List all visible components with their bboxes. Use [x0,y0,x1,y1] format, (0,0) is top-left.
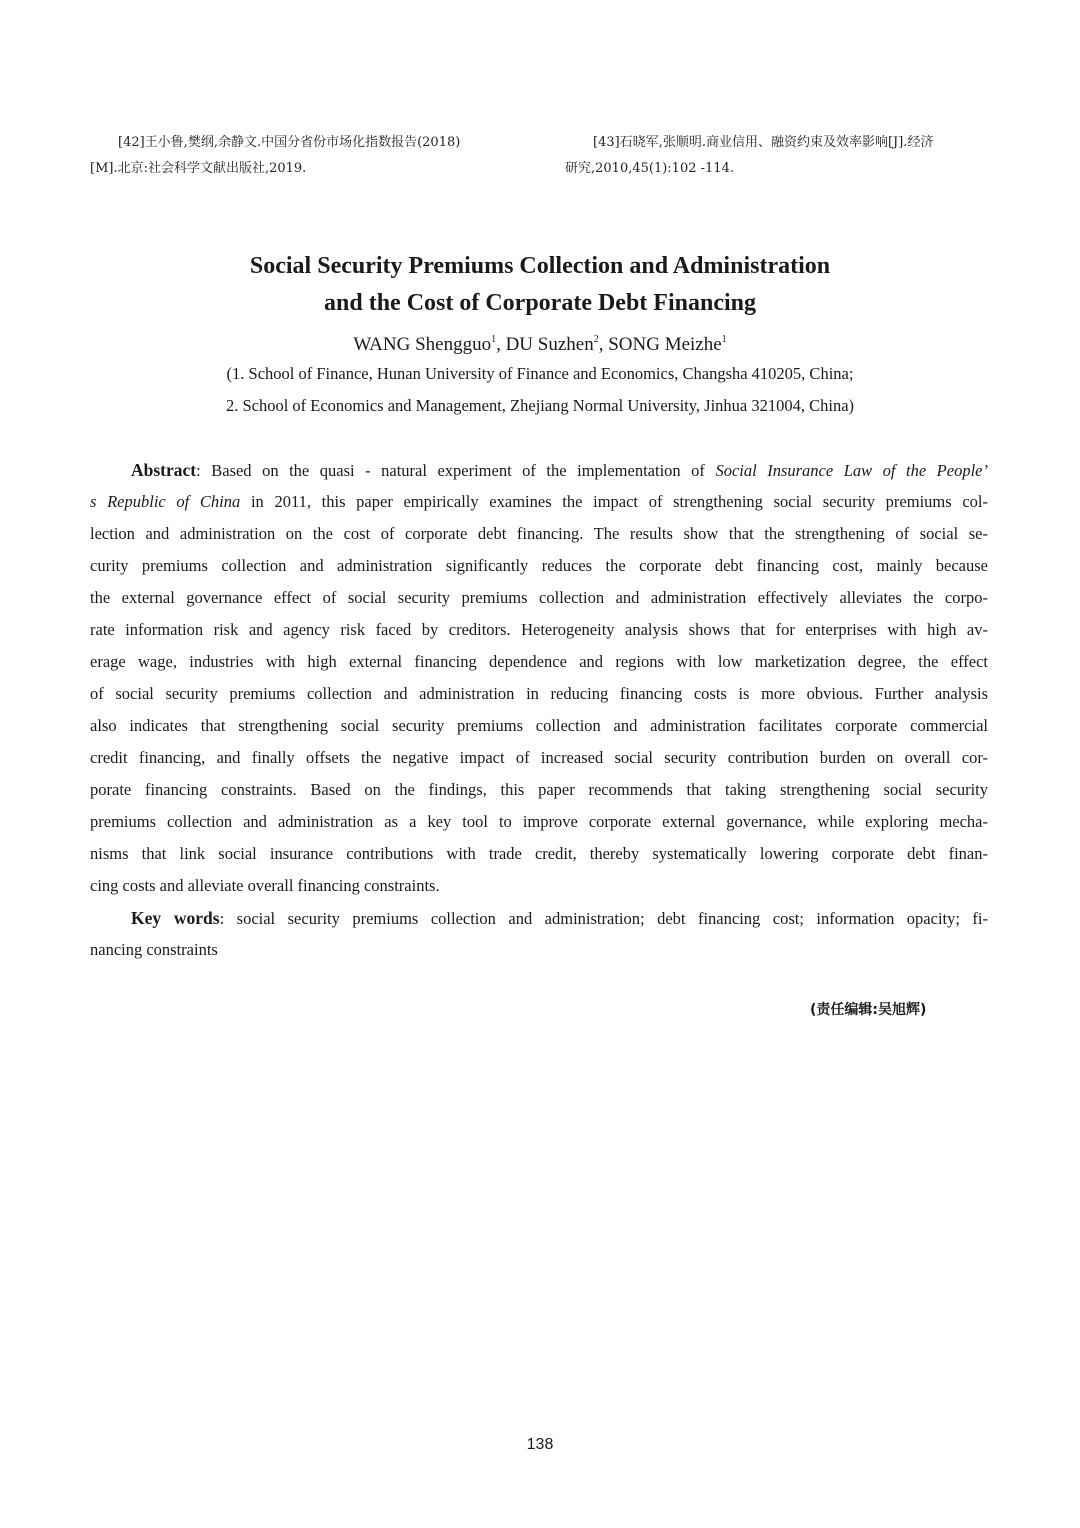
author-list [0,324,1080,361]
keywords-text: social security premiums collection and administration; debt financing cost; information opacity; fi- [224,909,989,928]
paper-title-line-1: Social Security Premiums Collection and Administration [249,253,831,279]
keywords-line: nancing constraints [90,940,218,959]
abstract-text: Based on the quasi - natural experiment of the implementation of [200,461,716,480]
abstract-line: of social security premiums collection and administration in reducing financing costs is more obvious. Further analysis [90,684,988,703]
author-1: WANG Shengguo [353,334,492,355]
abstract-line: erage wage, industries with high external financing dependence and regions with low marketization degree, the effect [90,652,988,671]
abstract-line [90,486,988,518]
paper-title [0,248,1080,322]
abstract-label-colon: : [196,461,201,480]
abstract-line: lection and administration on the cost of corporate debt financing. The results show that the strengthening of social se- [90,524,988,543]
reference-43-line-2: 研究,2010,45(1):102 -114. [565,161,734,176]
author-1-affiliation-mark: 1 [491,334,497,345]
responsible-editor: (责任编辑:吴旭辉) [810,1002,927,1018]
author-2-affiliation-mark: 2 [593,334,599,345]
page-number: 138 [526,1436,554,1453]
abstract-line [90,454,988,486]
keywords-line [90,902,988,934]
author-separator: , [598,334,609,355]
law-title-italic: s Republic of China [90,492,241,511]
author-3-affiliation-mark: 1 [721,334,727,345]
abstract-line: rate information risk and agency risk faced by creditors. Heterogeneity analysis shows that for enterprises with high av- [90,620,988,639]
abstract-label: Abstract [131,460,197,480]
reference-42-line-1: [42]王小鲁,樊纲,余静文.中国分省份市场化指数报告(2018) [118,135,461,150]
abstract-line: premiums collection and administration as a key tool to improve corporate external governance, while exploring mecha- [90,812,988,831]
reference-43-line-1: [43]石晓军,张顺明.商业信用、融资约束及效率影响[J].经济 [593,135,934,150]
abstract-line: the external governance effect of social security premiums collection and administration effectively alleviates the corpo- [90,588,988,607]
affiliation-1: (1. School of Finance, Hunan University of Finance and Economics, Changsha 410205, China; [226,364,854,383]
reference-42-line-2: [M].北京:社会科学文献出版社,2019. [90,161,307,176]
author-3: SONG Meizhe [608,334,722,355]
abstract-text: in 2011, this paper empirically examines the impact of strengthening social security premiums col- [240,492,988,511]
keywords-label: Key words [131,908,220,928]
reference-43 [565,130,990,182]
affiliation-2: 2. School of Economics and Management, Zhejiang Normal University, Jinhua 321004, China) [225,396,855,415]
law-title-italic: Social Insurance Law of the People’ [715,461,988,480]
abstract-line: nisms that link social insurance contributions with trade credit, thereby systematically lowering corporate debt finan- [90,844,988,863]
references-block [90,130,990,182]
abstract-line: curity premiums collection and administration significantly reduces the corporate debt financing cost, mainly because [90,556,988,575]
paper-title-line-2: and the Cost of Corporate Debt Financing [324,290,756,316]
reference-42 [90,130,530,182]
author-separator: , [496,334,506,355]
abstract-line: porate financing constraints. Based on the findings, this paper recommends that taking strengthening social security [90,780,988,799]
keywords-label-colon: : [219,909,225,928]
abstract-section [90,454,988,966]
author-2: DU Suzhen [505,334,594,355]
abstract-line: cing costs and alleviate overall financing constraints. [90,876,440,895]
abstract-line: also indicates that strengthening social security premiums collection and administration facilitates corporate commercial [90,716,988,735]
abstract-line: credit financing, and finally offsets the negative impact of increased social security contribution burden on overall cor- [90,748,988,767]
